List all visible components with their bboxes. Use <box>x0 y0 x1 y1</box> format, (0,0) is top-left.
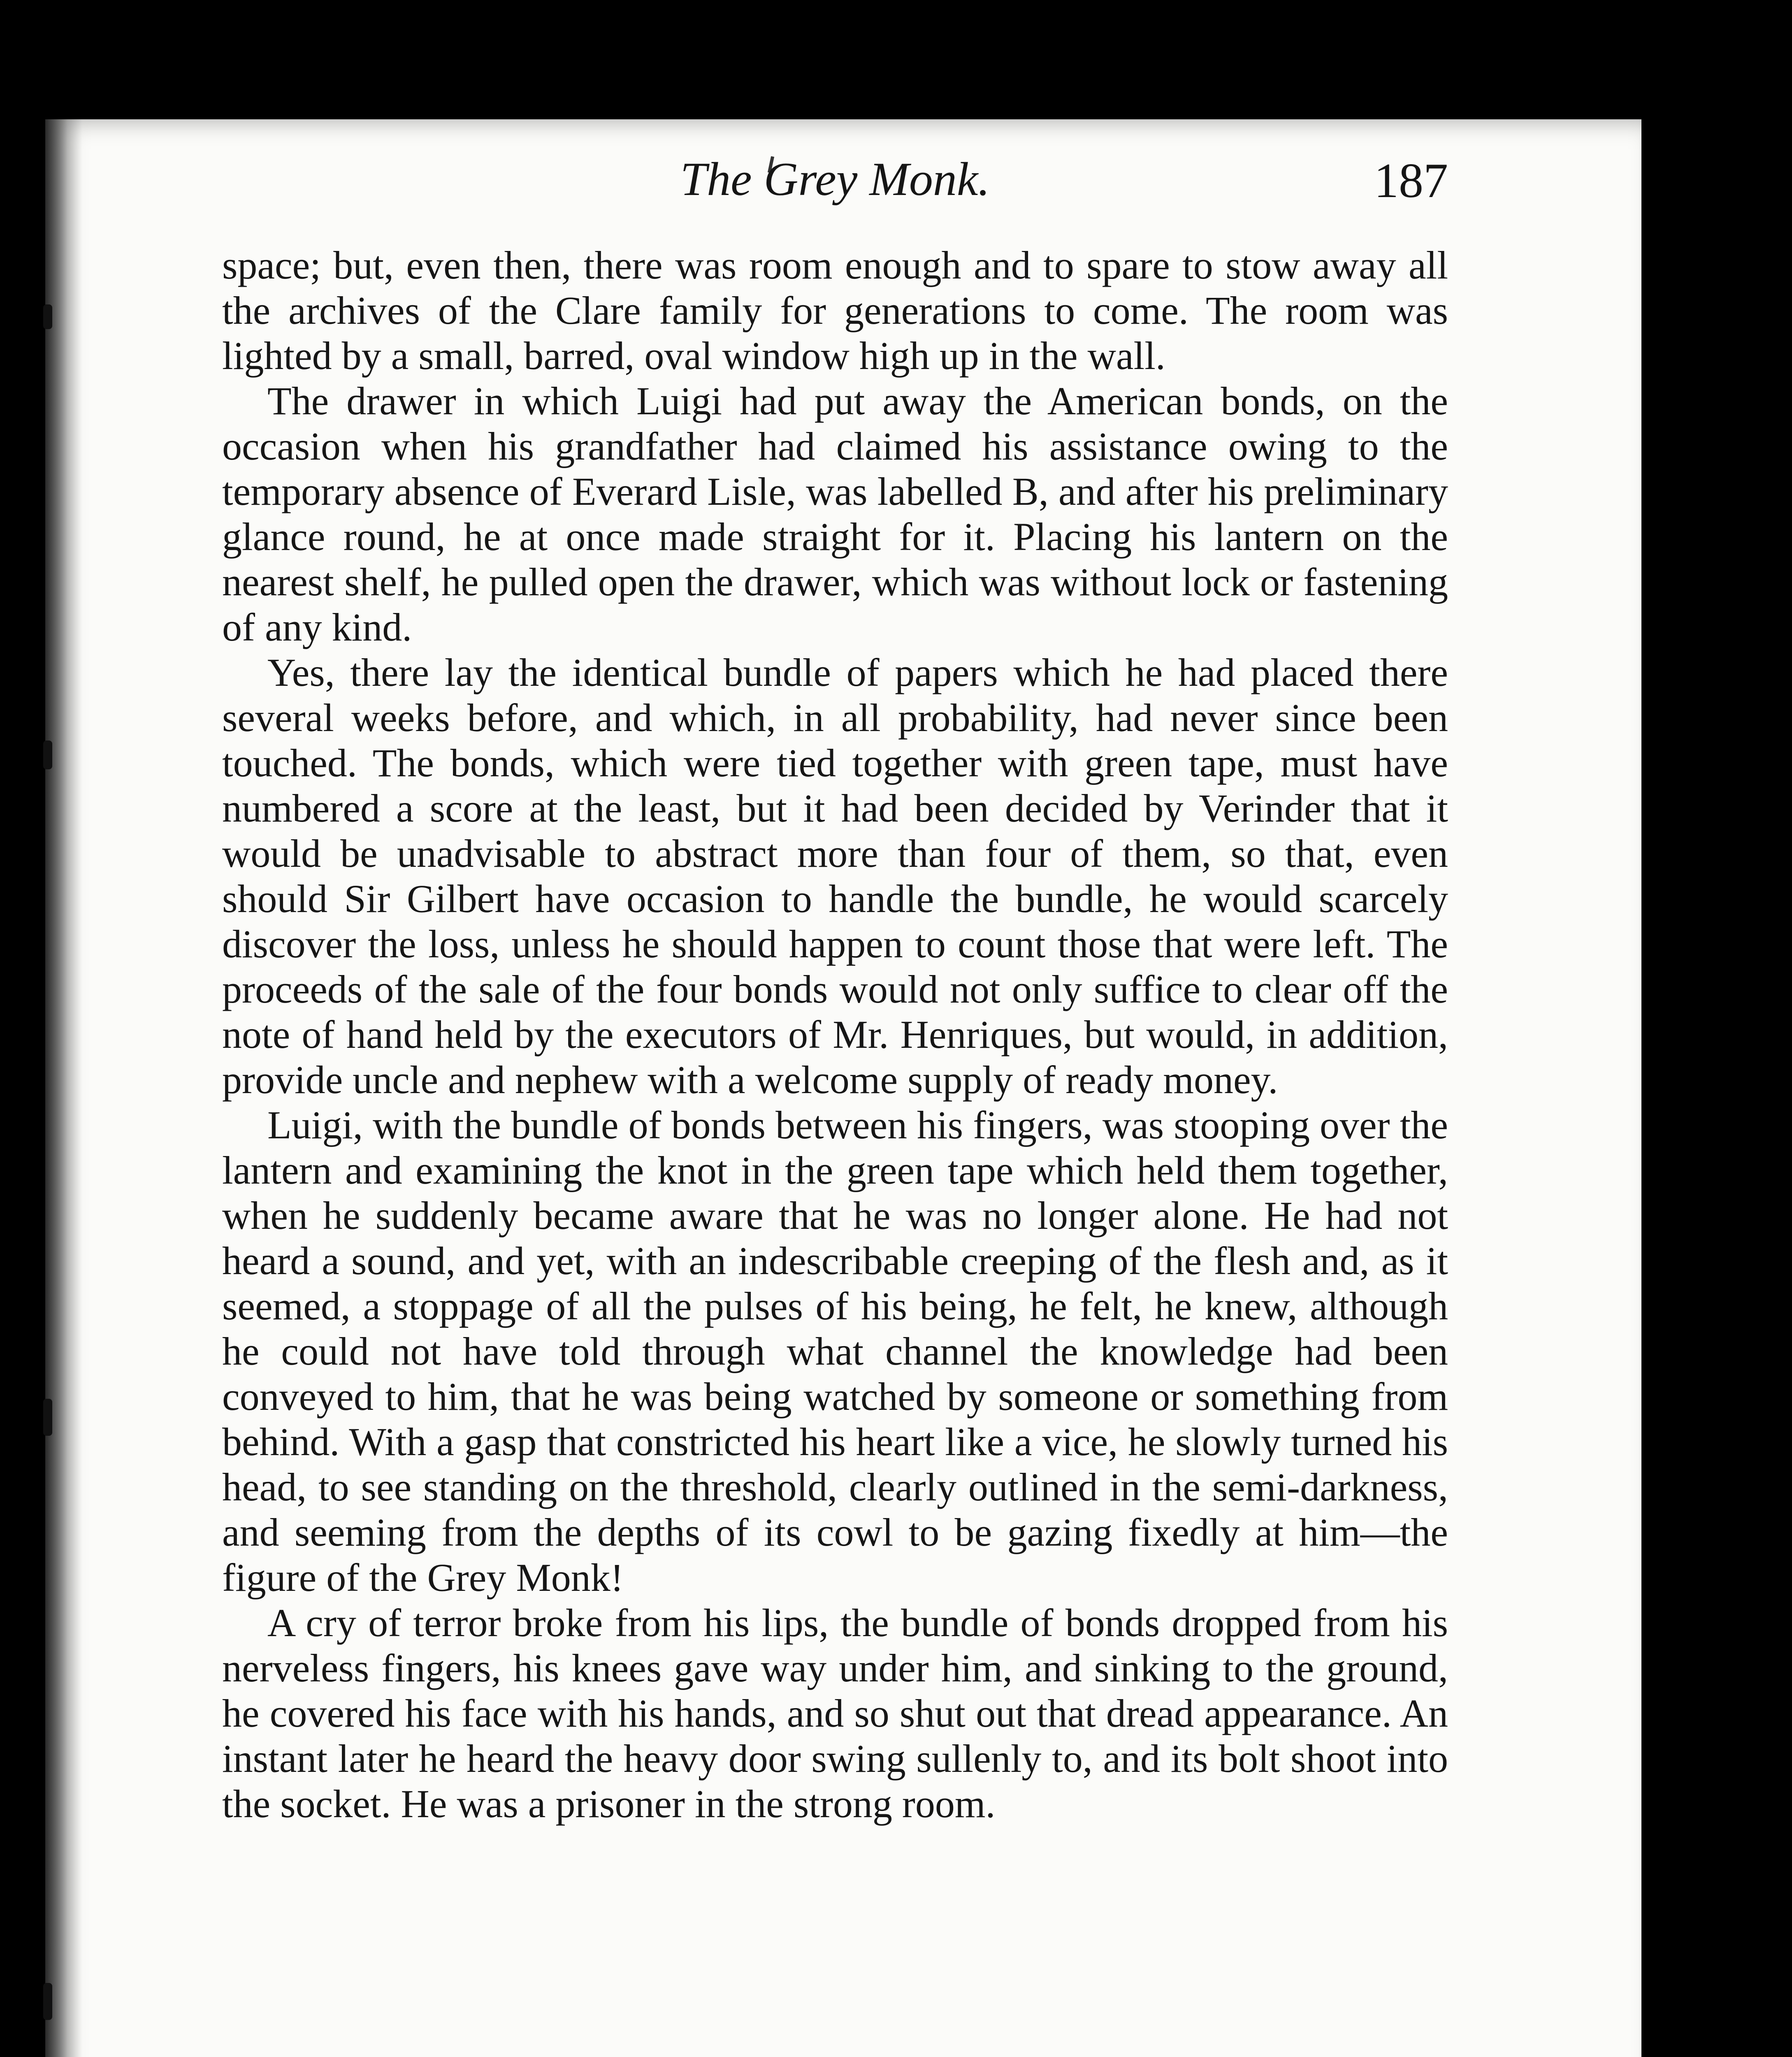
margin-mark <box>43 1983 52 2020</box>
running-head <box>222 152 1448 210</box>
margin-mark <box>43 741 52 769</box>
paragraph: Luigi, with the bundle of bonds between his fingers, was stooping over the lantern and examining the knot in the green tape which held them together, when he suddenly became aware that he was no longer alone. He had not heard a sound, and yet, with an indescribable creeping of the flesh and, as it seemed, a stoppage of all the pulses of his being, he felt, he knew, although he could not have told through what channel the knowledge had been conveyed to him, that he was being watched by someone or something from behind. With a gasp that constricted his heart like a vice, he slowly turned his head, to see standing on the threshold, clearly outlined in the semi-darkness, and seeming from the depths of its cowl to be gazing fixedly at him—the figure of the Grey Monk! <box>222 1103 1448 1600</box>
body-text <box>222 243 1448 1827</box>
running-head-title: The Grey Monk. <box>680 153 990 206</box>
paragraph: A cry of terror broke from his lips, the bundle of bonds dropped from his nerveless fingers, his knees gave way under him, and sinking to the ground, he covered his face with his hands, and so shut out that dread appearance. An instant later he heard the heavy door swing sullenly to, and its bolt shoot into the socket. He was a prisoner in the strong room. <box>222 1601 1448 1826</box>
page-number: 187 <box>1374 153 1448 208</box>
margin-mark <box>43 1399 52 1436</box>
paragraph: Yes, there lay the identical bundle of papers which he had placed there several weeks before, and which, in all probability, had never since been touched. The bonds, which were tied together with green tape, must have numbered a score at the least, but it had been decided by Verinder that it would be unadvisable to abstract more than four of them, so that, even should Sir Gilbert have occasion to handle the bundle, he would scarcely discover the loss, unless he should happen to count those that were left. The proceeds of the sale of the four bonds would not only suffice to clear off the note of hand held by the executors of Mr. Henriques, but would, in addition, provide uncle and nephew with a welcome supply of ready money. <box>222 650 1448 1102</box>
margin-mark <box>43 304 52 329</box>
spine-shadow <box>45 119 82 2057</box>
paragraph: The drawer in which Luigi had put away the American bonds, on the occasion when his grandfather had claimed his assistance owing to the temporary absence of Everard Lisle, was labelled B, and after his preliminary glance round, he at once made straight for it. Placing his lantern on the nearest shelf, he pulled open the drawer, which was without lock or fastening of any kind. <box>222 379 1448 649</box>
paragraph: space; but, even then, there was room enough and to spare to stow away all the archives of the Clare family for generations to come. The room was lighted by a small, barred, oval window high up in the wall. <box>222 243 1448 378</box>
